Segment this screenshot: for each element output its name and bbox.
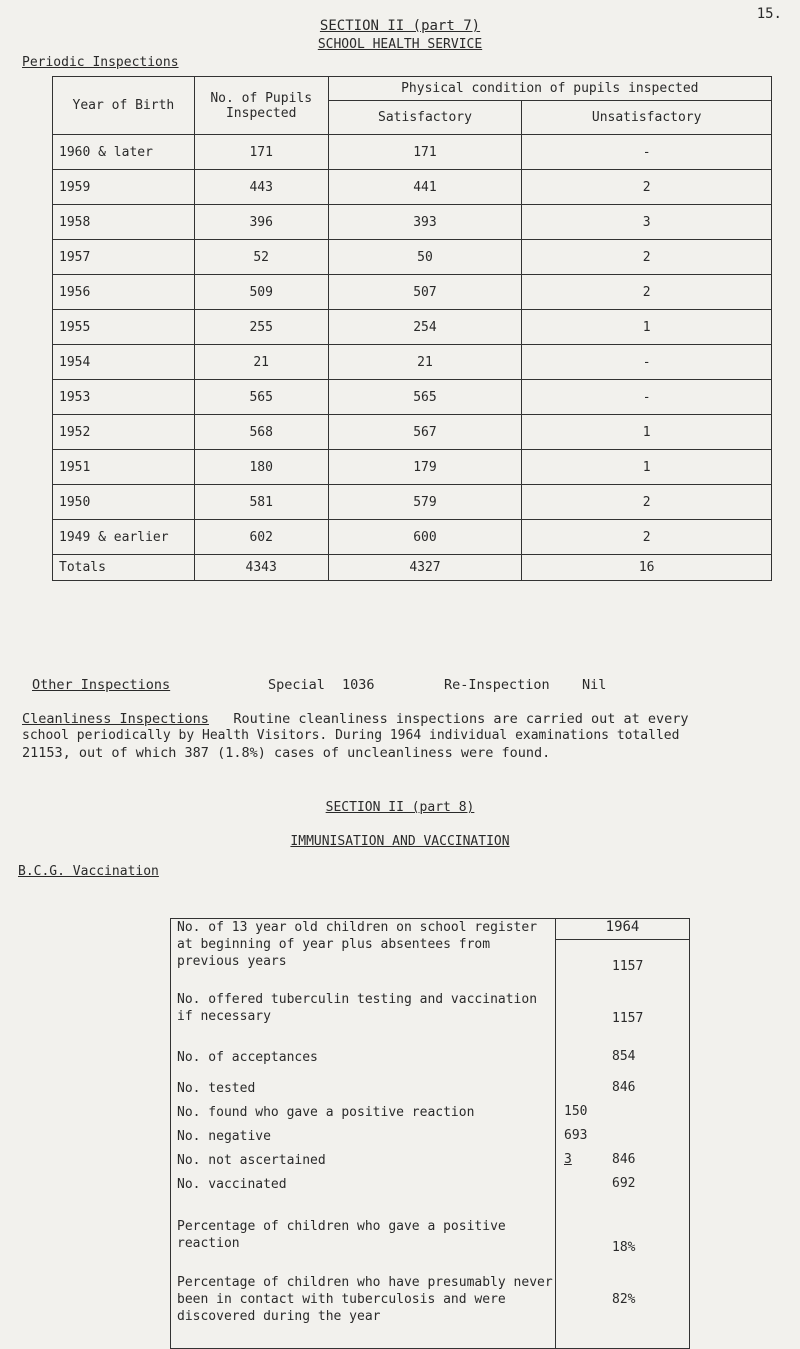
- cell-inspected: 396: [194, 205, 328, 240]
- bcg-value-b: 846: [612, 1080, 636, 1095]
- cell-year: 1949 & earlier: [53, 520, 195, 555]
- table-row: [53, 520, 772, 555]
- bcg-row-label: No. negative: [171, 1128, 556, 1152]
- header-year-of-birth: Year of Birth: [53, 77, 195, 135]
- cell-unsatisfactory: 2: [522, 520, 772, 555]
- other-inspections-label: Other Inspections: [32, 677, 171, 693]
- cleanliness-line-1: [22, 711, 688, 727]
- cell-year: 1959: [53, 170, 195, 205]
- cleanliness-text-1: Routine cleanliness inspections are carried out at every: [233, 711, 689, 727]
- bcg-row-label: No. not ascertained: [171, 1152, 556, 1176]
- cell-inspected: 565: [194, 380, 328, 415]
- cell-year: 1956: [53, 275, 195, 310]
- bcg-row-label: No. of acceptances: [171, 1043, 556, 1080]
- cell-unsatisfactory: -: [522, 135, 772, 170]
- cell-year: 1957: [53, 240, 195, 275]
- bcg-row-values: [556, 1080, 690, 1104]
- periodic-inspections-table: [52, 76, 772, 581]
- table-row: [53, 485, 772, 520]
- bcg-value-b: 692: [612, 1176, 636, 1191]
- cleanliness-line-2: school periodically by Health Visitors. During 1964 individual examinations totalled: [22, 728, 680, 743]
- cell-year: 1958: [53, 205, 195, 240]
- cell-inspected: 602: [194, 520, 328, 555]
- cell-satisfactory: 565: [328, 380, 522, 415]
- bcg-row-values: [556, 991, 690, 1043]
- cell-unsatisfactory: 1: [522, 450, 772, 485]
- cleanliness-label: Cleanliness Inspections: [22, 711, 209, 727]
- cell-unsatisfactory: 1: [522, 310, 772, 345]
- cell-year: 1960 & later: [53, 135, 195, 170]
- other-inspections-line: [32, 677, 170, 693]
- section8-title: SECTION II (part 8): [325, 800, 475, 815]
- periodic-inspections-label: Periodic Inspections: [22, 55, 179, 70]
- cell-inspected: 568: [194, 415, 328, 450]
- bcg-row-label: No. offered tuberculin testing and vaccination if necessary: [171, 991, 556, 1043]
- cell-inspected: 509: [194, 275, 328, 310]
- bcg-row: [171, 1104, 690, 1128]
- bcg-row: [171, 1128, 690, 1152]
- bcg-row-label: No. tested: [171, 1080, 556, 1104]
- bcg-value-b: 854: [612, 1049, 636, 1064]
- bcg-value-a: 693: [564, 1128, 588, 1143]
- cell-year: 1950: [53, 485, 195, 520]
- bcg-value-b: 1157: [612, 1011, 644, 1026]
- header-unsatisfactory: Unsatisfactory: [522, 101, 772, 135]
- header-physical-condition: Physical condition of pupils inspected: [328, 77, 771, 101]
- cell-satisfactory: 254: [328, 310, 522, 345]
- bcg-row-values: [556, 1176, 690, 1218]
- bcg-row: [171, 919, 690, 992]
- table-row: [53, 135, 772, 170]
- cell-year: 1953: [53, 380, 195, 415]
- cell-inspected: 255: [194, 310, 328, 345]
- cell-unsatisfactory: 2: [522, 485, 772, 520]
- cleanliness-line-3: 21153, out of which 387 (1.8%) cases of uncleanliness were found.: [22, 745, 551, 761]
- cell-year: 1951: [53, 450, 195, 485]
- bcg-row-label: No. of 13 year old children on school register at beginning of year plus absentees from previous years: [171, 919, 556, 992]
- bcg-row-values: [556, 1043, 690, 1080]
- header-satisfactory: Satisfactory: [328, 101, 522, 135]
- bcg-row: [171, 1274, 690, 1349]
- bcg-value-b: 18%: [612, 1240, 636, 1255]
- bcg-row-values: [556, 1152, 690, 1176]
- cell-inspected: 52: [194, 240, 328, 275]
- special-value: 1036: [342, 677, 375, 693]
- cell-satisfactory: 179: [328, 450, 522, 485]
- cell-satisfactory: 50: [328, 240, 522, 275]
- cell-unsatisfactory: 2: [522, 170, 772, 205]
- cell-satisfactory: 507: [328, 275, 522, 310]
- bcg-row: [171, 1043, 690, 1080]
- cell-satisfactory: 600: [328, 520, 522, 555]
- cell-inspected: 180: [194, 450, 328, 485]
- bcg-row-values: [556, 1128, 690, 1152]
- bcg-label: B.C.G. Vaccination: [18, 864, 159, 879]
- bcg-row: [171, 1152, 690, 1176]
- bcg-value-a: 3: [564, 1152, 572, 1167]
- cell-unsatisfactory: 1: [522, 415, 772, 450]
- cell-satisfactory: 579: [328, 485, 522, 520]
- bcg-row-values: [556, 1274, 690, 1349]
- cell-unsatisfactory: -: [522, 380, 772, 415]
- cell-year: Totals: [53, 555, 195, 581]
- table-row: [53, 170, 772, 205]
- cell-inspected: 21: [194, 345, 328, 380]
- page-number: 15.: [756, 6, 782, 22]
- table-row: [53, 275, 772, 310]
- cell-satisfactory: 441: [328, 170, 522, 205]
- bcg-row: [171, 991, 690, 1043]
- cell-satisfactory: 21: [328, 345, 522, 380]
- bcg-value-b: 82%: [612, 1292, 636, 1307]
- year-header: 1964: [556, 919, 689, 940]
- bcg-value-b: 846: [612, 1152, 636, 1167]
- cell-inspected: 443: [194, 170, 328, 205]
- bcg-row: [171, 1218, 690, 1274]
- section-title: SECTION II (part 7): [319, 18, 481, 34]
- cell-inspected: 581: [194, 485, 328, 520]
- bcg-row-label: No. vaccinated: [171, 1176, 556, 1218]
- table-row: [53, 415, 772, 450]
- cell-satisfactory: 567: [328, 415, 522, 450]
- cell-satisfactory: 4327: [328, 555, 522, 581]
- reinspection-label: Re-Inspection: [444, 677, 550, 693]
- cell-unsatisfactory: -: [522, 345, 772, 380]
- bcg-row: [171, 1080, 690, 1104]
- reinspection-value: Nil: [582, 677, 607, 693]
- cell-satisfactory: 171: [328, 135, 522, 170]
- cell-unsatisfactory: 2: [522, 275, 772, 310]
- table-row: [53, 240, 772, 275]
- cell-unsatisfactory: 2: [522, 240, 772, 275]
- immunisation-title: IMMUNISATION AND VACCINATION: [290, 834, 510, 849]
- cell-unsatisfactory: 3: [522, 205, 772, 240]
- bcg-value-a: 150: [564, 1104, 588, 1119]
- service-title: SCHOOL HEALTH SERVICE: [317, 37, 483, 52]
- table-row: [53, 205, 772, 240]
- cell-year: 1952: [53, 415, 195, 450]
- table-row: [53, 380, 772, 415]
- bcg-value-b: 1157: [612, 959, 644, 974]
- cell-inspected: 4343: [194, 555, 328, 581]
- special-label: Special: [268, 677, 325, 693]
- bcg-table: [170, 918, 690, 1349]
- bcg-row: [171, 1176, 690, 1218]
- cell-year: 1955: [53, 310, 195, 345]
- totals-row: [53, 555, 772, 581]
- cell-unsatisfactory: 16: [522, 555, 772, 581]
- table-row: [53, 345, 772, 380]
- bcg-row-label: Percentage of children who gave a positive reaction: [171, 1218, 556, 1274]
- cell-year: 1954: [53, 345, 195, 380]
- cell-inspected: 171: [194, 135, 328, 170]
- table-row: [53, 450, 772, 485]
- bcg-row-values: [556, 1218, 690, 1274]
- cell-satisfactory: 393: [328, 205, 522, 240]
- header-pupils-inspected: No. of Pupils Inspected: [194, 77, 328, 135]
- bcg-row-values: [556, 1104, 690, 1128]
- table-row: [53, 310, 772, 345]
- bcg-row-values: [556, 919, 690, 992]
- bcg-row-label: Percentage of children who have presumably never been in contact with tuberculosis and were discovered during the year: [171, 1274, 556, 1349]
- bcg-row-label: No. found who gave a positive reaction: [171, 1104, 556, 1128]
